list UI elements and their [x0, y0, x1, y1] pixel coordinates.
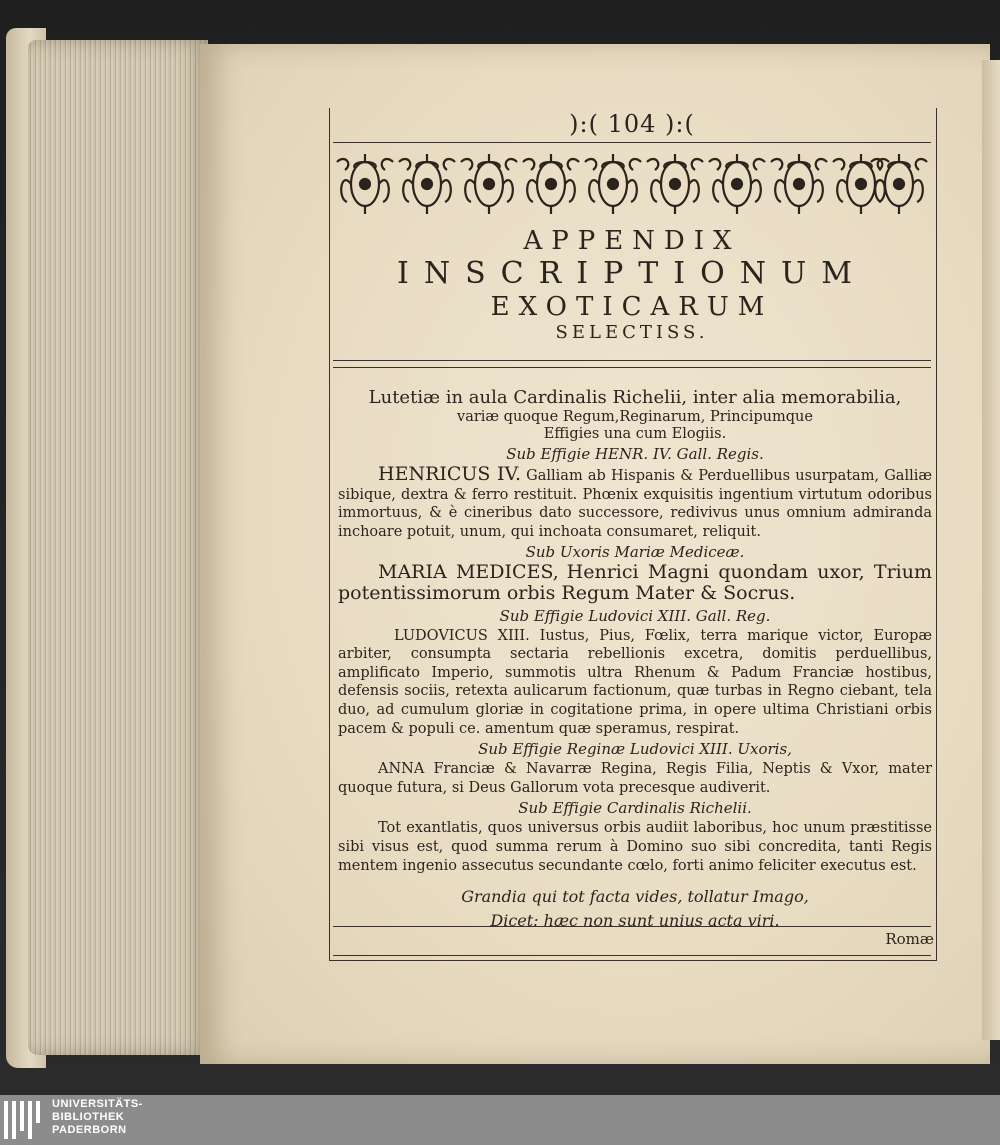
section-heading-ludovicus: Sub Effigie Ludovici XIII. Gall. Reg. [499, 606, 771, 625]
section-text-henricus [338, 465, 932, 541]
library-name-line-1: UNIVERSITÄTS- [52, 1098, 143, 1110]
section-text-richelieu [338, 819, 932, 875]
section-body-henricus: Galliam ab Hispanis & Perduellibus usurpatam, Galliæ sibique, dextra & ferro restituit. Phœnix exquisitis ingentium virtutum odoribus immortuus, & è cineribus dato successore, redivivus unus omnium admiranda inchoare potuit, unum, qui inchoata consumaret, reliquit. [338, 468, 932, 540]
poem-line-1: Grandia qui tot facta vides, tollatur Imago, [461, 887, 809, 907]
intro-line-3: Effigies una cum Elogiis. [543, 426, 727, 442]
header-rule [333, 142, 931, 143]
library-footer-bar [0, 1095, 1000, 1145]
catchword: Romæ [885, 930, 934, 948]
bottom-rule [333, 955, 931, 956]
poem-line-2: Dicet: hæc non sunt unius acta viri. [490, 911, 780, 931]
title-exoticarum: EXOTICARUM [490, 292, 774, 322]
section-body-richelieu: Tot exantlatis, quos universus orbis audiit laboribus, hoc unum præstitisse sibi visus est, quod summa rerum à Domino suo sibi concredita, tanti Regis mentem ingenio assecutus secundante cœlo, forti animo feliciter executus est. [338, 820, 932, 874]
section-lead-henricus: HENRICUS IV. [378, 463, 521, 485]
next-page-edge [982, 60, 1000, 1040]
title-rule-bottom [333, 367, 931, 368]
library-name-line-2: BIBLIOTHEK [52, 1111, 125, 1123]
section-text-maria [338, 563, 932, 604]
body-text [338, 387, 932, 933]
section-body-ludovicus: Iustus, Pius, Fœlix, terra marique victor, Europæ arbiter, consumpta sectaria rebellionis excetra, domitis perduellibus, amplificato Imperio, summotis ultra Rhenum & Padum Franciæ hostibus, defensis sociis, retexta aulicarum factionum, quæ turbas in Regno ciebant, tela duo, ad cumulum gloriæ in cogitatione prima, in opere ultima Christiani orbis pacem & populi ce. amentum quæ speramus, respirat. [338, 627, 933, 737]
section-heading-anna: Sub Effigie Reginæ Ludovici XIII. Uxoris, [478, 740, 792, 759]
title-block [333, 226, 931, 344]
section-text-ludovicus [338, 627, 932, 739]
section-lead-anna: ANNA [378, 761, 425, 778]
title-inscriptionum: INSCRIPTIONUM [397, 256, 867, 291]
title-selectiss: SELECTISS. [555, 322, 709, 343]
page-number: ):( 104 ):( [569, 110, 695, 138]
section-heading-richelieu: Sub Effigie Cardinalis Richelii. [518, 799, 752, 818]
section-body-maria: Henrici Magni quondam uxor, Trium potentissimorum orbis Regum Mater & Socrus. [338, 561, 933, 604]
page-edges [28, 40, 208, 1055]
section-heading-maria: Sub Uxoris Mariæ Mediceæ. [525, 543, 745, 562]
section-text-anna [338, 760, 932, 797]
section-body-anna: Franciæ & Navarræ Regina, Regis Filia, Neptis & Vxor, mater quoque futura, si Deus Gallorum vota precesque audiverit. [338, 761, 932, 796]
library-name-line-3: PADERBORN [52, 1124, 127, 1136]
footer-rule [333, 926, 931, 927]
intro-line-1: Lutetiæ in aula Cardinalis Richelii, inter alia memorabilia, [368, 387, 902, 408]
title-rule-top [333, 360, 931, 361]
section-lead-ludovicus: LUDOVICUS XIII. [394, 627, 530, 644]
section-heading-henricus: Sub Effigie HENR. IV. Gall. Regis. [506, 445, 764, 463]
intro-line-2: variæ quoque Regum,Reginarum, Principumque [457, 409, 813, 425]
title-appendix: APPENDIX [523, 226, 741, 256]
library-logo-icon [4, 1101, 44, 1139]
section-lead-maria: MARIA MEDICES, [378, 561, 559, 584]
library-name [52, 1098, 143, 1137]
ornamental-border [333, 150, 931, 218]
